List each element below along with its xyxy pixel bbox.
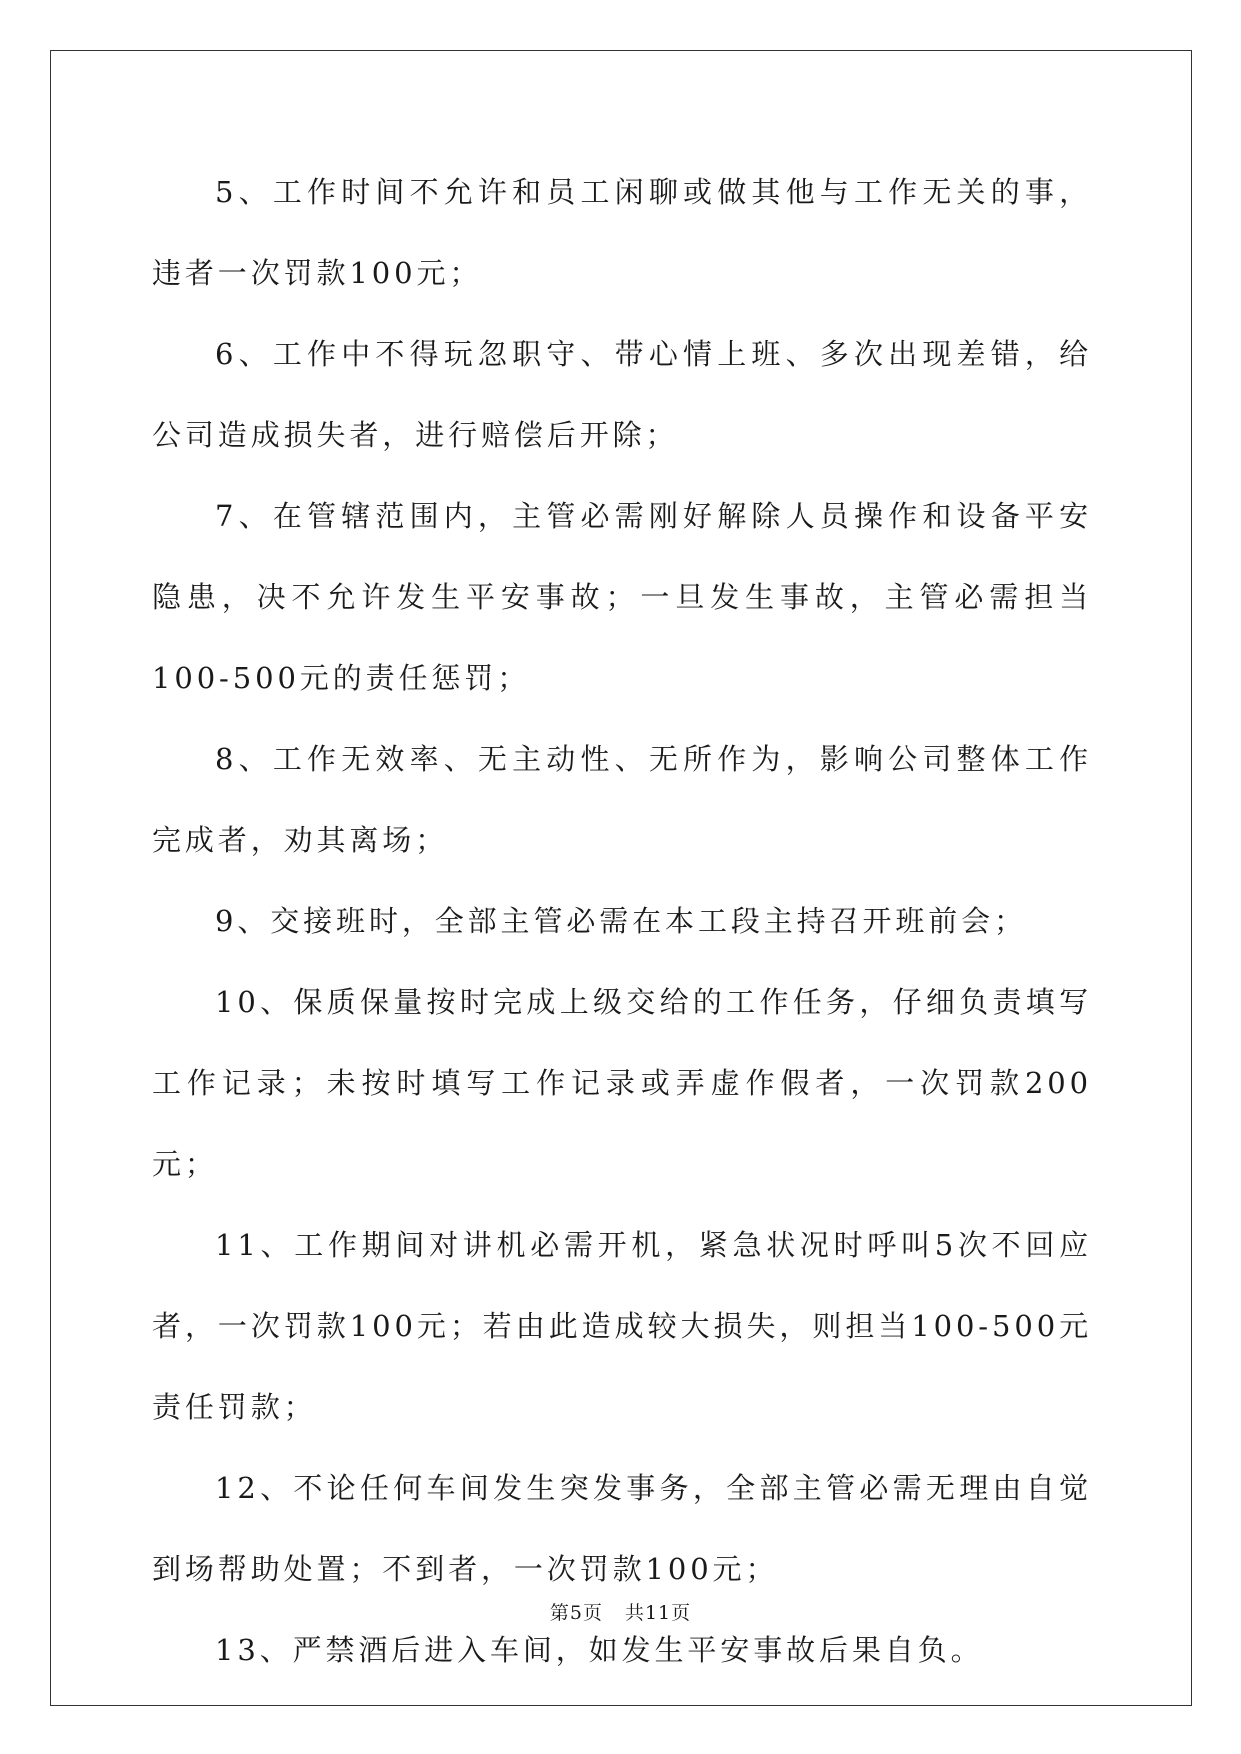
paragraph-item-7: 7、在管辖范围内，主管必需刚好解除人员操作和设备平安隐患，决不允许发生平安事故；一旦发生事故，主管必需担当100-500元的责任惩罚； <box>152 499 1092 695</box>
page-total: 共11页 <box>624 1602 692 1624</box>
paragraph-item-10: 10、保质保量按时完成上级交给的工作任务，仔细负责填写工作记录；未按时填写工作记录或弄虚作假者，一次罚款200元； <box>152 985 1092 1181</box>
paragraph-item-6: 6、工作中不得玩忽职守、带心情上班、多次出现差错，给公司造成损失者，进行赔偿后开除； <box>152 337 1092 452</box>
page-footer <box>0 1598 1241 1625</box>
paragraph-item-5: 5、工作时间不允许和员工闲聊或做其他与工作无关的事，违者一次罚款100元； <box>152 175 1092 290</box>
paragraph-item-9: 9、交接班时，全部主管必需在本工段主持召开班前会； <box>215 904 1027 938</box>
paragraph-item-11: 11、工作期间对讲机必需开机，紧急状况时呼叫5次不回应者，一次罚款100元；若由此造成较大损失，则担当100-500元责任罚款； <box>152 1228 1092 1424</box>
paragraph-item-12: 12、不论任何车间发生突发事务，全部主管必需无理由自觉到场帮助处置；不到者，一次罚款100元； <box>152 1471 1092 1586</box>
paragraph-item-13: 13、严禁酒后进入车间，如发生平安事故后果自负。 <box>215 1633 984 1667</box>
paragraph-item-8: 8、工作无效率、无主动性、无所作为，影响公司整体工作完成者，劝其离场； <box>152 742 1092 857</box>
document-body <box>152 152 1092 1691</box>
page-number: 第5页 <box>549 1602 603 1624</box>
